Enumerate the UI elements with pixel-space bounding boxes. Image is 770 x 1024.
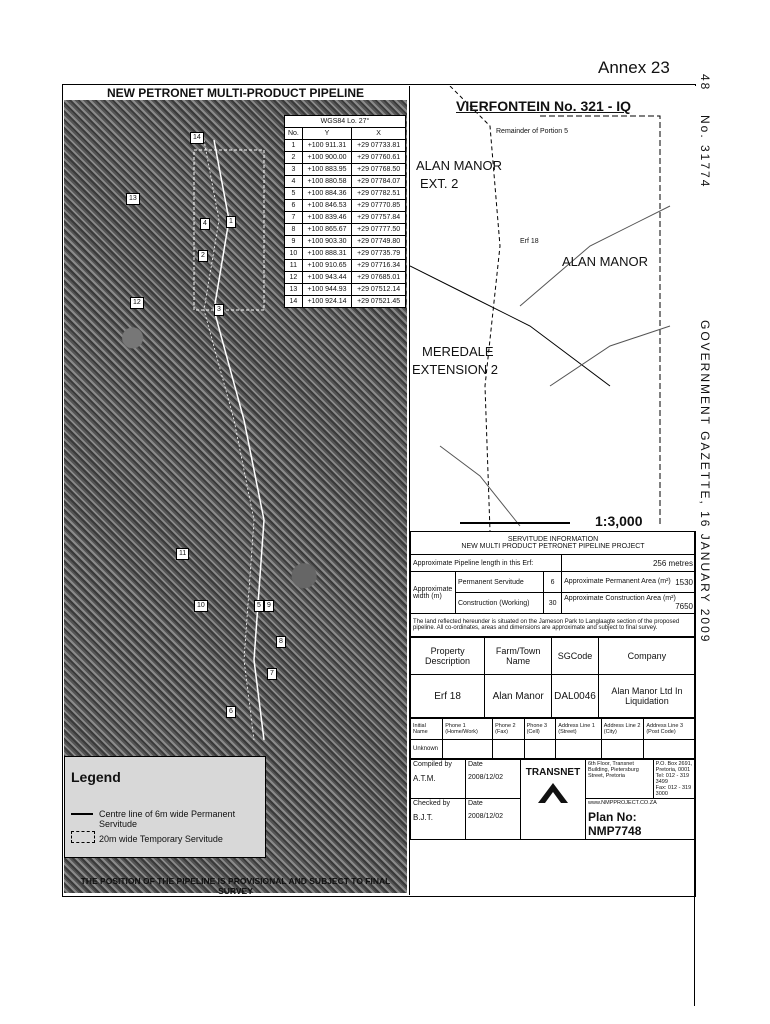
coordinate-cell: 14 — [285, 296, 303, 308]
checked-date: 2008/12/02 — [468, 813, 504, 820]
servitude-table — [410, 531, 696, 637]
property-header: Farm/Town Name — [485, 638, 552, 675]
coordinate-cell: +100 944.93 — [302, 284, 351, 296]
checked-label: Checked by — [413, 800, 450, 807]
meredale-ext-label: EXTENSION 2 — [412, 362, 498, 377]
coordinate-cell: +100 846.53 — [302, 200, 351, 212]
coordinate-cell: +100 924.14 — [302, 296, 351, 308]
erf-label: Erf 18 — [520, 238, 539, 245]
length-label: Approximate Pipeline length in this Erf: — [411, 555, 562, 572]
coordinate-cell: +29 07749.80 — [352, 236, 406, 248]
coordinate-cell: +29 07685.01 — [352, 272, 406, 284]
company-web[interactable]: www.NMPPROJECT.CO.ZA — [588, 800, 657, 806]
contact-header: Address Line 3 (Post Code) — [644, 719, 696, 740]
approx-width-label: Approximate width (m) — [411, 572, 456, 614]
farm-title: VIERFONTEIN No. 321 - IQ — [456, 98, 632, 114]
coordinates-table — [284, 115, 406, 308]
contact-header: Phone 3 (Cell) — [524, 719, 556, 740]
property-table — [410, 637, 696, 718]
gazette-sidebar — [694, 60, 716, 940]
perm-area-label: Approximate Permanent Area (m²) — [564, 577, 671, 585]
coordinate-cell: 6 — [285, 200, 303, 212]
property-value: DAL0046 — [552, 675, 599, 718]
compiled-by: A.T.M. — [413, 774, 436, 783]
date-label: Date — [468, 761, 483, 768]
date-label: Date — [468, 800, 483, 807]
coordinate-cell: 3 — [285, 164, 303, 176]
coordinate-cell: 7 — [285, 212, 303, 224]
contact-header: Address Line 2 (City) — [601, 719, 644, 740]
aerial-marker: 11 — [176, 548, 189, 560]
temp-area-label: Approximate Construction Area (m²) — [564, 595, 676, 602]
property-value: Erf 18 — [411, 675, 485, 718]
annex-label: Annex 23 — [598, 58, 670, 77]
legend-line-symbol — [71, 813, 93, 815]
coordinate-row — [285, 140, 406, 152]
coordinate-cell: +29 07768.50 — [352, 164, 406, 176]
coordinate-cell: +100 839.46 — [302, 212, 351, 224]
servitude-project: NEW MULTI PRODUCT PETRONET PIPELINE PROJECT — [461, 543, 645, 550]
length-value: 256 metres — [562, 555, 696, 572]
coordinate-row — [285, 248, 406, 260]
coordinate-cell: 1 — [285, 140, 303, 152]
coordinate-cell: +29 07760.61 — [352, 152, 406, 164]
temp-area: 7650 — [675, 602, 693, 611]
coordinate-cell: +100 911.31 — [302, 140, 351, 152]
coordinate-cell: 8 — [285, 224, 303, 236]
contact-header: Phone 1 (Home/Work) — [443, 719, 493, 740]
servitude-note: The land reflected hereunder is situated on the Jameson Park to Langlaagte section of the proposed pipeline. All co-ordinates, areas and dimensions are approximate and subject to final survey. — [411, 614, 696, 637]
provisional-note: THE POSITION OF THE PIPELINE IS PROVISIONAL AND SUBJECT TO FINAL SURVEY — [80, 876, 391, 896]
perm-width: 6 — [544, 572, 562, 593]
coordinate-cell: +100 910.65 — [302, 260, 351, 272]
property-value: Alan Manor — [485, 675, 552, 718]
legend-item: 20m wide Temporary Servitude — [99, 834, 223, 844]
coordinate-cell: +29 07733.81 — [352, 140, 406, 152]
perm-width-label: Permanent Servitude — [456, 572, 544, 593]
coordinate-cell: +29 07782.51 — [352, 188, 406, 200]
compiled-label: Compiled by — [413, 761, 452, 768]
temp-width-label: Construction (Working) — [456, 593, 544, 614]
aerial-marker: 13 — [126, 193, 140, 205]
contact-header: Phone 2 (Fax) — [493, 719, 524, 740]
aerial-marker: 14 — [190, 132, 204, 144]
coordinate-cell: 10 — [285, 248, 303, 260]
aerial-marker: 2 — [198, 250, 208, 262]
company-address: 6th Floor, Transnet Building, Pietersburg Street, Pretoria — [588, 761, 639, 779]
coordinate-row — [285, 188, 406, 200]
coordinate-cell: +100 888.31 — [302, 248, 351, 260]
alan-manor-ext-label: ALAN MANOR — [416, 158, 502, 173]
aerial-marker: 8 — [276, 636, 286, 648]
coordinate-cell: 4 — [285, 176, 303, 188]
info-blocks — [409, 531, 696, 895]
gazette-title: GOVERNMENT GAZETTE, 16 JANUARY 2009 — [698, 320, 712, 644]
aerial-marker: 5 — [254, 600, 264, 612]
aerial-marker: 7 — [267, 668, 277, 680]
coordinate-row — [285, 164, 406, 176]
aerial-marker: 6 — [226, 706, 236, 718]
legend-title: Legend — [71, 769, 121, 785]
coordinate-row — [285, 236, 406, 248]
plan-number: Plan No: NMP7748 — [588, 810, 642, 838]
coordinate-cell: +100 900.00 — [302, 152, 351, 164]
coordinate-cell: +100 884.36 — [302, 188, 351, 200]
property-header: Company — [598, 638, 695, 675]
coordinates-header: WGS84 Lo. 27° — [285, 116, 406, 128]
coordinate-cell: 13 — [285, 284, 303, 296]
coordinate-row — [285, 260, 406, 272]
gazette-number: No. 31774 — [698, 115, 712, 189]
coordinate-cell: +29 07777.50 — [352, 224, 406, 236]
aerial-marker: 1 — [226, 216, 236, 228]
coordinate-cell: +29 07521.45 — [352, 296, 406, 308]
property-value: Alan Manor Ltd In Liquidation — [598, 675, 695, 718]
coordinate-cell: +100 903.30 — [302, 236, 351, 248]
alan-manor-label: ALAN MANOR — [562, 254, 648, 269]
coordinate-cell: 5 — [285, 188, 303, 200]
title-block — [410, 759, 696, 840]
column-header: No. — [285, 128, 303, 140]
coordinate-row — [285, 224, 406, 236]
contact-header: Initial Name — [411, 719, 443, 740]
locality-map — [409, 86, 696, 531]
coordinate-cell: +100 865.67 — [302, 224, 351, 236]
coordinate-cell: +100 880.58 — [302, 176, 351, 188]
coordinate-row — [285, 152, 406, 164]
coordinate-cell: +100 943.44 — [302, 272, 351, 284]
contact-value: Unknown — [411, 740, 443, 759]
coordinate-cell: 9 — [285, 236, 303, 248]
checked-by: B.J.T. — [413, 813, 434, 822]
legend-area-symbol — [71, 831, 95, 843]
alan-manor-ext2-label: EXT. 2 — [420, 176, 459, 191]
column-header: X — [352, 128, 406, 140]
coordinate-cell: +29 07512.14 — [352, 284, 406, 296]
coordinate-row — [285, 212, 406, 224]
legend-item: Centre line of 6m wide Permanent Servitude — [99, 809, 236, 829]
aerial-marker: 12 — [130, 297, 144, 309]
coordinate-cell: 12 — [285, 272, 303, 284]
coordinate-row — [285, 296, 406, 308]
scale-label: 1:3,000 — [595, 513, 643, 529]
company-name: TRANSNET — [525, 767, 581, 778]
compiled-date: 2008/12/02 — [468, 774, 504, 781]
aerial-marker: 4 — [200, 218, 210, 230]
coordinate-cell: +29 07770.85 — [352, 200, 406, 212]
temp-width: 30 — [544, 593, 562, 614]
legend — [64, 756, 266, 858]
aerial-marker: 10 — [194, 600, 208, 612]
company-po: P.O. Box 2691, Pretoria, 0001 — [655, 761, 693, 773]
pipeline-title: NEW PETRONET MULTI-PRODUCT PIPELINE — [64, 86, 407, 100]
page-number: 48 — [698, 74, 712, 92]
servitude-header: SERVITUDE INFORMATION — [507, 536, 599, 543]
coordinate-row — [285, 200, 406, 212]
coordinate-cell: +29 07716.34 — [352, 260, 406, 272]
coordinate-row — [285, 272, 406, 284]
map-lines — [410, 86, 696, 531]
contact-header: Address Line 1 (Street) — [556, 719, 601, 740]
aerial-marker: 3 — [214, 304, 224, 316]
transnet-logo-icon — [533, 778, 573, 808]
coordinates-body — [285, 140, 406, 308]
coordinate-cell: +29 07784.07 — [352, 176, 406, 188]
coordinate-row — [285, 284, 406, 296]
company-tel: Tel: 012 - 319 3499 — [655, 773, 689, 785]
coordinate-cell: 2 — [285, 152, 303, 164]
coordinate-cell: 11 — [285, 260, 303, 272]
column-header: Y — [302, 128, 351, 140]
coordinate-cell: +29 07735.79 — [352, 248, 406, 260]
perm-area: 1530 — [675, 577, 693, 587]
meredale-label: MEREDALE — [422, 344, 494, 359]
aerial-marker: 9 — [264, 600, 274, 612]
property-header: Property Description — [411, 638, 485, 675]
coordinate-row — [285, 176, 406, 188]
coordinate-cell: +100 883.95 — [302, 164, 351, 176]
coordinate-cell: +29 07757.84 — [352, 212, 406, 224]
company-fax: Fax: 012 - 319 3000 — [655, 785, 692, 797]
remainder-label: Remainder of Portion 5 — [496, 128, 568, 135]
property-header: SGCode — [552, 638, 599, 675]
contacts-table — [410, 718, 696, 759]
